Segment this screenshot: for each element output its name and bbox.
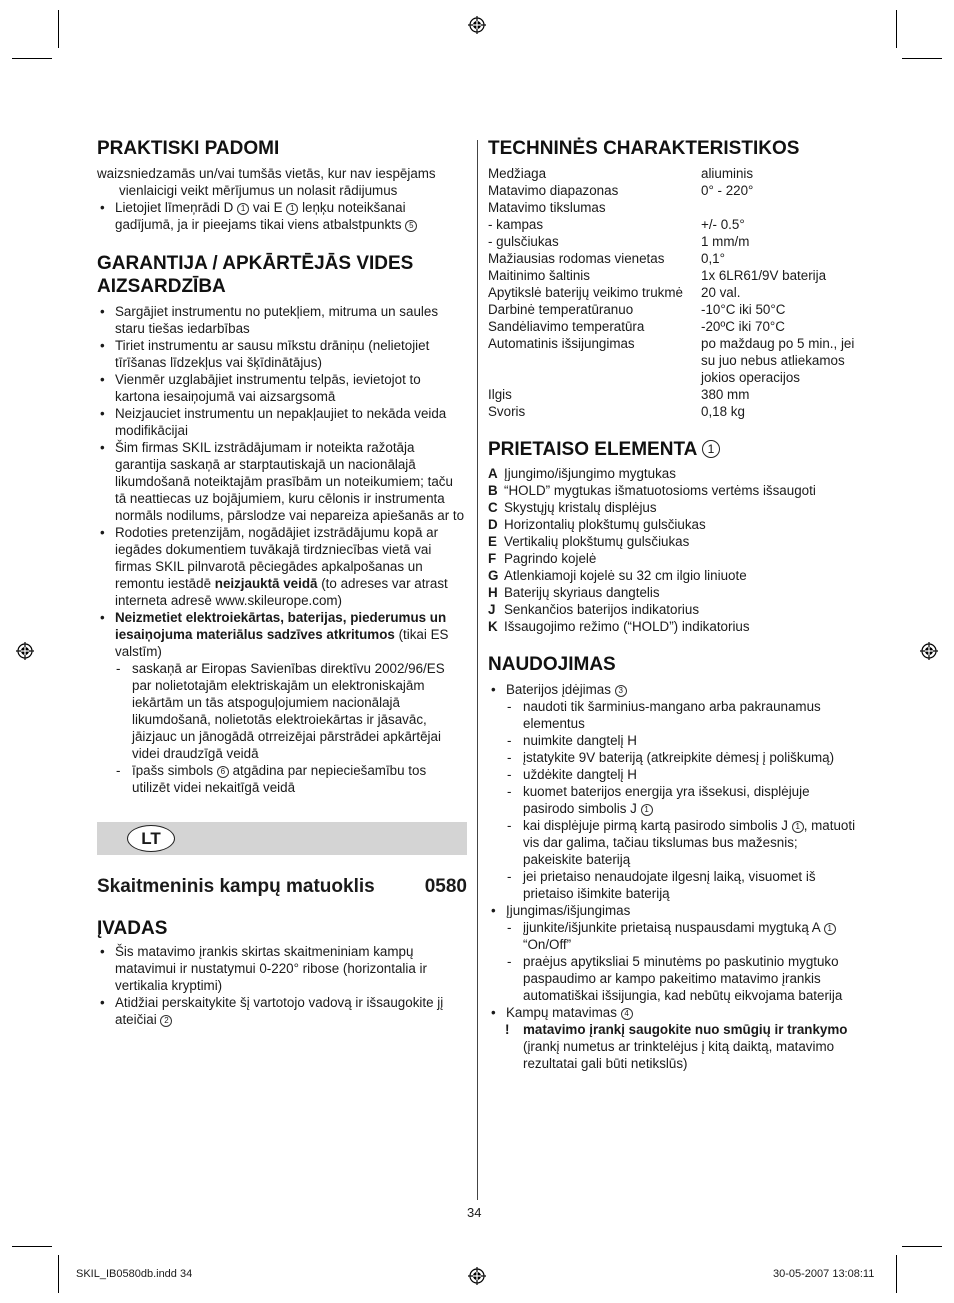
spec-table — [488, 165, 858, 420]
part-label: Įjungimo/išjungimo mygtukas — [504, 466, 676, 481]
figure-ref-icon: 1 — [702, 440, 720, 458]
figure-ref-icon: 2 — [160, 1015, 172, 1027]
part-letter: H — [488, 585, 498, 600]
part-letter: C — [488, 500, 498, 515]
spec-row — [488, 284, 858, 301]
part-label: Atlenkiamoji kojelė su 32 cm ilgio liniuote — [504, 568, 747, 583]
part-item — [488, 550, 858, 567]
language-band — [97, 822, 467, 855]
spec-row — [488, 165, 858, 182]
section-title-garantija: GARANTIJA / APKĀRTĒJĀS VIDES AIZSARDZĪBA — [97, 253, 414, 297]
list-item: • Sargājiet instrumentu no putekļiem, mitruma un saules staru tiešas iedarbības — [97, 303, 467, 337]
sub-list-item: - įstatykite 9V bateriją (atkreipkite dėmesį į poliškumą) — [488, 749, 858, 766]
registration-mark-icon — [16, 642, 34, 660]
sub-list-item: - īpašs simbols 6 atgādina par nepieciešamību tos utilizēt videi nekaitīgā veidā — [97, 762, 467, 796]
crop-mark — [902, 58, 942, 59]
part-label: “HOLD” mygtukas išmatuotosioms vertėms išsaugoti — [504, 483, 816, 498]
spec-key: Matavimo tikslumas — [488, 200, 606, 215]
spec-value: 0° - 220° — [701, 183, 754, 198]
warning-item: ! matavimo įrankį saugokite nuo smūgių ir trankymo (įrankį numetus ar trinktelėjus į kitą daiktą, matavimo rezultatai gali būti netikslūs) — [505, 1022, 848, 1071]
part-label: Išsaugojimo režimo (“HOLD”) indikatorius — [504, 619, 750, 634]
part-letter: D — [488, 517, 498, 532]
file-info: SKIL_IB0580db.indd 34 — [76, 1268, 193, 1280]
crop-mark — [12, 1246, 52, 1247]
figure-ref-icon: 6 — [217, 766, 229, 778]
part-label: Baterijų skyriaus dangtelis — [504, 585, 660, 600]
figure-ref-icon: 4 — [621, 1008, 633, 1020]
figure-ref-icon: 5 — [405, 220, 417, 232]
spec-key: Automatinis išsijungimas — [488, 336, 635, 351]
spec-row — [488, 216, 858, 233]
list-item: • Neizmetiet elektroiekārtas, baterijas, piederumus un iesaiņojuma materiālus sadzīves atkritumos (tikai ES valstīm) — [97, 609, 467, 660]
spec-key: Apytikslė baterijų veikimo trukmė — [488, 285, 683, 300]
part-letter: J — [488, 602, 496, 617]
part-label: Senkančios baterijos indikatorius — [504, 602, 700, 617]
spec-key: Matavimo diapazonas — [488, 183, 619, 198]
part-label: Horizontalių plokštumų gulsčiukas — [504, 517, 706, 532]
sub-list-item: - saskaņā ar Eiropas Savienības direktīvu 2002/96/ES par nolietotajām elektriskajām un elektroniskajām iekārtām un tās atspoguļojumiem nacionālajā likumdošanā, nolietotās elektroiekārtas ir jāsavāc, jāizjauc un jānogādā otrreizējai pārstrādei apkārtējai videi draudzīgā veidā — [97, 660, 467, 762]
part-letter: F — [488, 551, 497, 566]
part-letter: B — [488, 483, 498, 498]
spec-row — [488, 233, 858, 250]
registration-mark-icon — [468, 16, 486, 34]
left-column — [97, 137, 467, 1028]
part-item — [488, 601, 858, 618]
spec-key: Svoris — [488, 404, 526, 419]
column-divider — [477, 140, 478, 1200]
part-letter: K — [488, 619, 498, 634]
spec-key: - kampas — [488, 217, 544, 232]
spec-key: - gulsčiukas — [488, 234, 559, 249]
spec-row — [488, 199, 858, 216]
crop-mark — [12, 58, 52, 59]
list-item: • Rodoties pretenzijām, nogādājiet izstrādājumu kopā ar iegādes dokumentiem tuvākajā tirdzniecības vietā vai firmas SKIL pilnvarotā pēciegādes apkalpošanas un remontu iestādē neizjauktā veidā (to adreses var atrast interneta adresē www.skileurope.com) — [97, 524, 467, 609]
exclamation-icon: ! — [505, 1022, 510, 1037]
section-title-prietaiso: PRIETAISO ELEMENTA 1 — [488, 438, 858, 461]
date-info: 30-05-2007 13:08:11 — [773, 1268, 875, 1280]
spec-key: Sandėliavimo temperatūra — [488, 319, 645, 334]
part-label: Pagrindo kojelė — [504, 551, 597, 566]
section-title-praktiski: PRAKTISKI PADOMI — [97, 138, 280, 159]
spec-value: +/- 0.5° — [701, 217, 745, 232]
spec-value — [701, 199, 858, 216]
sub-list-item: - įjunkite/išjunkite prietaisą nuspausdami mygtuką A 1 “On/Off” — [488, 919, 858, 953]
list-item: • Kampų matavimas 4 — [488, 1004, 858, 1021]
spec-row — [488, 318, 858, 335]
sub-list-item: - kai displėjuje pirmą kartą pasirodo simbolis J 1 , matuoti vis dar galima, tačiau tikslumas bus mažesnis; pakeiskite bateriją — [488, 817, 858, 868]
part-item — [488, 516, 858, 533]
crop-mark — [896, 10, 897, 48]
list-item: • Įjungimas/išjungimas — [488, 902, 858, 919]
spec-row — [488, 267, 858, 284]
section-title-naudojimas: NAUDOJIMAS — [488, 654, 616, 675]
spec-key: Mažiausias rodomas vienetas — [488, 251, 665, 266]
part-letter: G — [488, 568, 499, 583]
spec-key: Medžiaga — [488, 166, 547, 181]
figure-ref-icon: 3 — [615, 685, 627, 697]
spec-value: aliuminis — [701, 166, 754, 181]
spec-key: Ilgis — [488, 387, 512, 402]
part-item — [488, 465, 858, 482]
sub-list-item: - jei prietaiso nenaudojate ilgesnį laiką, visuomet iš prietaiso išimkite bateriją — [488, 868, 858, 902]
sub-list-item: - praėjus apytiksliai 5 minutėms po paskutinio mygtuko paspaudimo ar kampo pakeitimo matavimo įrankis automatiškai išsijungia, kad nebūtų eikvojama baterija — [488, 953, 858, 1004]
part-item — [488, 584, 858, 601]
spec-value: 1 mm/m — [701, 234, 750, 249]
registration-mark-icon — [920, 642, 938, 660]
list-item: • Šim firmas SKIL izstrādājumam ir noteikta ražotāja garantija saskaņā ar starptautiskajā un nacionālajā likumdošanā noteiktajām prasībām un noteikumiem; taču tā neattiecas uz bojājumiem, kuru cēlonis ir instrumenta normāls nodilums, pārslodze vai nepareiza apiešanās ar to — [97, 439, 467, 524]
spec-row — [488, 403, 858, 420]
right-column — [488, 137, 858, 1072]
spec-value: 0,18 kg — [701, 404, 745, 419]
list-item: • Lietojiet līmeņrādi D 1 vai E 1 leņķu noteikšanai gadījumā, ja ir pieejams tikai viens atbalstpunkts 5 — [97, 199, 467, 233]
spec-row — [488, 301, 858, 318]
paragraph: vienlaicigi veikt mērījumus un nolasit rādijumus — [119, 183, 398, 198]
figure-ref-icon: 1 — [286, 203, 298, 215]
crop-mark — [58, 1255, 59, 1293]
product-name: Skaitmeninis kampų matuoklis — [97, 876, 375, 897]
part-letter: A — [488, 466, 498, 481]
spec-value: po maždaug po 5 min., jei su juo nebus atliekamos jokios operacijos — [701, 336, 855, 385]
page-number: 34 — [467, 1205, 482, 1220]
part-letter: E — [488, 534, 497, 549]
spec-row — [488, 250, 858, 267]
spec-value: -10°C iki 50°C — [701, 302, 786, 317]
spec-value: 1x 6LR61/9V baterija — [701, 268, 827, 283]
sub-list-item: - uždėkite dangtelį H — [488, 766, 858, 783]
part-item — [488, 482, 858, 499]
sub-list-item: - naudoti tik šarminius-mangano arba pakraunamus elementus — [488, 698, 858, 732]
crop-mark — [896, 1255, 897, 1293]
part-item — [488, 533, 858, 550]
spec-key: Darbinė temperatūranuo — [488, 302, 634, 317]
figure-ref-icon: 1 — [641, 804, 653, 816]
list-item: • Tiriet instrumentu ar sausu mīkstu drāniņu (nelietojiet tīrīšanas līdzekļus vai šķīdinātājus) — [97, 337, 467, 371]
product-code: 0580 — [424, 876, 467, 897]
figure-ref-icon: 1 — [237, 203, 249, 215]
spec-key: Maitinimo šaltinis — [488, 268, 590, 283]
part-label: Skystųjų kristalų displėjus — [504, 500, 657, 515]
part-item — [488, 499, 858, 516]
spec-value: 380 mm — [701, 387, 750, 402]
list-item: • Baterijos įdėjimas 3 — [488, 681, 858, 698]
list-item: • Šis matavimo įrankis skirtas skaitmeniniam kampų matavimui ir nustatymui 0-220° ribose (horizontalia ir vertikalia kryptimi) — [97, 943, 467, 994]
product-title — [97, 875, 467, 898]
spec-row — [488, 182, 858, 199]
part-item — [488, 618, 858, 635]
sub-list-item: - nuimkite dangtelį H — [488, 732, 858, 749]
parts-list — [488, 465, 858, 635]
part-label: Vertikalių plokštumų gulsčiukas — [504, 534, 690, 549]
section-title-tech: TECHNINĖS CHARAKTERISTIKOS — [488, 138, 800, 159]
spec-value: 0,1° — [701, 251, 725, 266]
crop-mark — [58, 10, 59, 48]
part-item — [488, 567, 858, 584]
spec-value: -20ºC iki 70°C — [701, 319, 785, 334]
paragraph: waizsniedzamās un/vai tumšās vietās, kur nav iespējams — [97, 166, 436, 181]
figure-ref-icon: 1 — [792, 821, 804, 833]
sub-list-item: - kuomet baterijos energija yra išsekusi, displėjuje pasirodo simbolis J 1 — [488, 783, 858, 817]
registration-mark-icon — [468, 1267, 486, 1285]
spec-row — [488, 335, 858, 386]
spec-row — [488, 386, 858, 403]
language-badge: LT — [127, 825, 175, 852]
crop-mark — [902, 1246, 942, 1247]
list-item: • Atidžiai perskaitykite šį vartotojo vadovą ir išsaugokite jį ateičiai 2 — [97, 994, 467, 1028]
spec-value: 20 val. — [701, 285, 741, 300]
list-item: • Neizjauciet instrumentu un nepakļaujiet to nekāda veida modifikācijai — [97, 405, 467, 439]
list-item: • Vienmēr uzglabājiet instrumentu telpās, ievietojot to kartona iesaiņojumā vai aizsargsomā — [97, 371, 467, 405]
section-title-ivadas: ĮVADAS — [97, 918, 168, 939]
figure-ref-icon: 1 — [824, 923, 836, 935]
